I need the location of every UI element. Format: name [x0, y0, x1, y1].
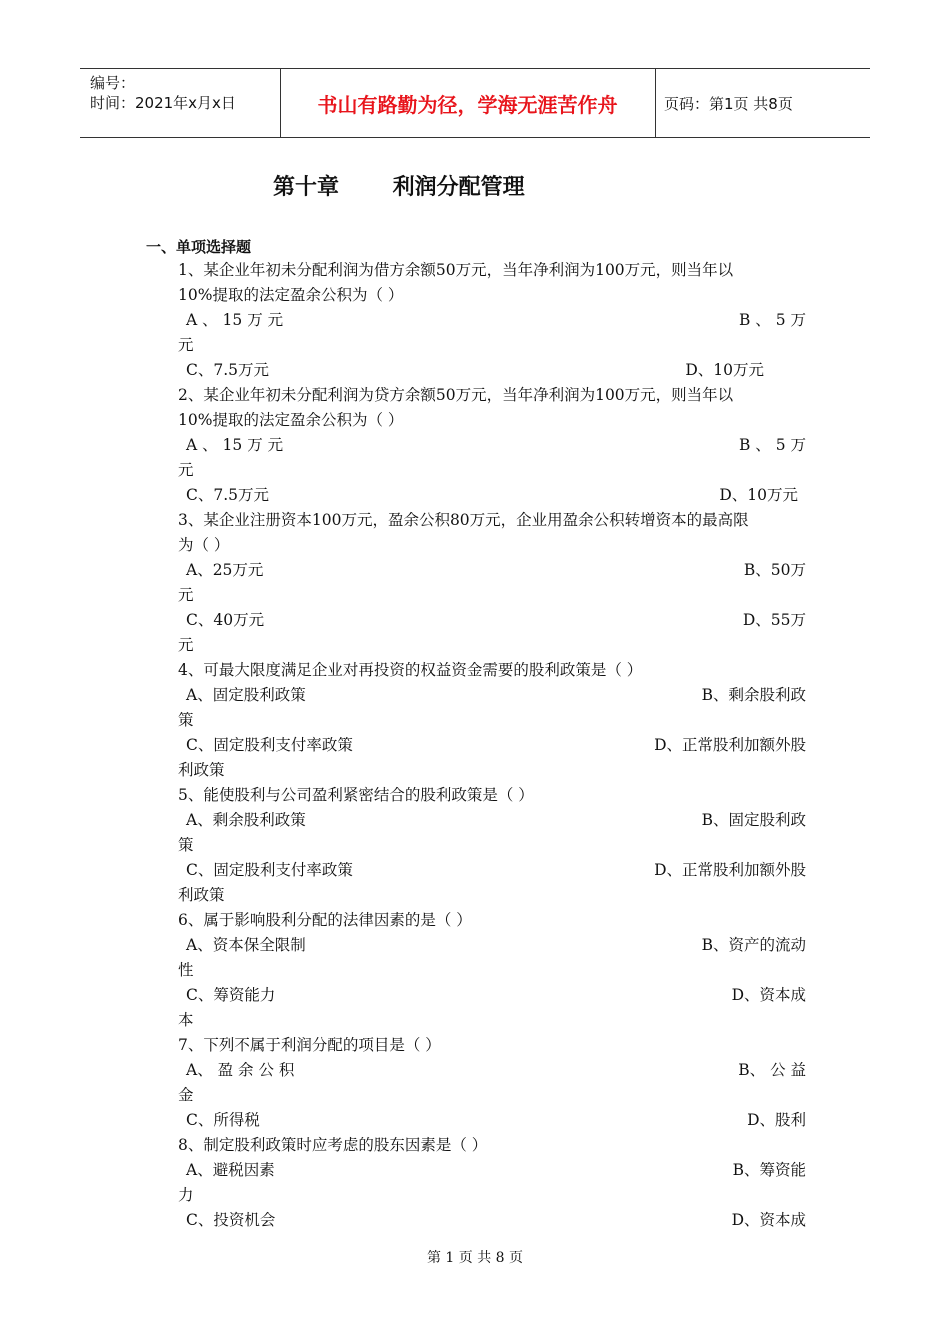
option-c: C、7.5万元 — [186, 486, 270, 504]
option-row — [178, 858, 806, 883]
option-d-wrap: 本 — [178, 1011, 194, 1029]
option-row — [178, 483, 806, 508]
option-row — [178, 308, 806, 333]
option-a: A、 盈 余 公 积 — [186, 1061, 295, 1079]
option-wrap — [178, 958, 806, 983]
option-c: C、所得税 — [186, 1111, 260, 1129]
option-a: A 、 15 万 元 — [186, 311, 284, 329]
option-a: A、避税因素 — [186, 1161, 275, 1179]
question-text: 2、某企业年初未分配利润为贷方余额50万元，当年净利润为100万元，则当年以 — [178, 386, 734, 404]
question-text: 为（ ） — [178, 536, 230, 554]
option-b-wrap: 金 — [178, 1086, 194, 1104]
option-a: A 、 15 万 元 — [186, 436, 284, 454]
option-row — [178, 608, 806, 633]
option-row — [178, 1108, 806, 1133]
option-row — [178, 1158, 806, 1183]
option-b: B、资产的流动 — [701, 936, 806, 954]
question-text: 10%提取的法定盈余公积为（ ） — [178, 286, 404, 304]
option-d: D、10万元 — [685, 361, 764, 379]
question-text: 7、下列不属于利润分配的项目是（ ） — [178, 1036, 441, 1054]
option-a: A、剩余股利政策 — [186, 811, 306, 829]
question-stem — [178, 533, 806, 558]
number-label: 编号： — [90, 74, 136, 92]
option-d-wrap: 元 — [178, 636, 194, 654]
option-d: D、资本成 — [731, 1211, 806, 1229]
question-stem — [178, 508, 806, 533]
question-text: 10%提取的法定盈余公积为（ ） — [178, 411, 404, 429]
question-stem — [178, 1133, 806, 1158]
option-wrap — [178, 1008, 806, 1033]
option-c: C、固定股利支付率政策 — [186, 861, 353, 879]
option-b: B、50万 — [743, 561, 806, 579]
question-text: 1、某企业年初未分配利润为借方余额50万元，当年净利润为100万元，则当年以 — [178, 261, 734, 279]
option-b-wrap: 元 — [178, 461, 194, 479]
date-label: 时间：2021年x月x日 — [90, 94, 236, 112]
question-stem — [178, 258, 806, 283]
option-b-wrap: 性 — [178, 961, 194, 979]
option-b-wrap: 元 — [178, 586, 194, 604]
question-stem — [178, 908, 806, 933]
section-heading: 一、单项选择题 — [146, 238, 252, 256]
option-b-wrap: 策 — [178, 836, 194, 854]
question-text: 5、能使股利与公司盈利紧密结合的股利政策是（ ） — [178, 786, 534, 804]
option-c: C、7.5万元 — [186, 361, 270, 379]
option-c: C、投资机会 — [186, 1211, 276, 1229]
question-text: 3、某企业注册资本100万元，盈余公积80万元，企业用盈余公积转增资本的最高限 — [178, 511, 749, 529]
question-stem — [178, 1033, 806, 1058]
option-b: B、剩余股利政 — [701, 686, 806, 704]
option-wrap — [178, 758, 806, 783]
option-d: D、正常股利加额外股 — [654, 736, 806, 754]
option-b: B 、 5 万 — [738, 436, 806, 454]
question-stem — [178, 283, 806, 308]
header-meta — [90, 73, 236, 113]
option-row — [178, 683, 806, 708]
option-b-wrap: 策 — [178, 711, 194, 729]
option-wrap — [178, 333, 806, 358]
question-stem — [178, 783, 806, 808]
page-header — [80, 68, 870, 138]
option-wrap — [178, 583, 806, 608]
option-d-wrap: 利政策 — [178, 886, 225, 904]
option-wrap — [178, 883, 806, 908]
option-b: B、筹资能 — [732, 1161, 806, 1179]
option-a: A、25万元 — [186, 561, 264, 579]
option-b-wrap: 元 — [178, 336, 194, 354]
option-c: C、筹资能力 — [186, 986, 276, 1004]
motto: 书山有路勤为径，学海无涯苦作舟 — [317, 93, 618, 117]
option-a: A、资本保全限制 — [186, 936, 306, 954]
option-wrap — [178, 1183, 806, 1208]
option-row — [178, 808, 806, 833]
option-row — [178, 358, 806, 383]
option-wrap — [178, 633, 806, 658]
option-b: B、固定股利政 — [701, 811, 806, 829]
option-row — [178, 933, 806, 958]
option-d: D、资本成 — [731, 986, 806, 1004]
question-text: 8、制定股利政策时应考虑的股东因素是（ ） — [178, 1136, 488, 1154]
option-wrap — [178, 458, 806, 483]
question-stem — [178, 658, 806, 683]
option-row — [178, 1208, 806, 1233]
question-stem — [178, 408, 806, 433]
option-row — [178, 983, 806, 1008]
option-row — [178, 433, 806, 458]
option-d: D、股利 — [747, 1111, 806, 1129]
option-d-wrap: 利政策 — [178, 761, 225, 779]
option-b: B、 公 益 — [738, 1061, 806, 1079]
option-d: D、55万 — [742, 611, 806, 629]
header-divider — [655, 69, 656, 137]
page-info: 页码：第1页 共8页 — [664, 95, 793, 113]
option-a: A、固定股利政策 — [186, 686, 306, 704]
option-wrap — [178, 708, 806, 733]
option-wrap — [178, 1083, 806, 1108]
page-footer: 第 1 页 共 8 页 — [426, 1250, 524, 1266]
option-wrap — [178, 833, 806, 858]
option-c: C、40万元 — [186, 611, 265, 629]
option-row — [178, 1058, 806, 1083]
option-b: B 、 5 万 — [738, 311, 806, 329]
option-c: C、固定股利支付率政策 — [186, 736, 353, 754]
question-stem — [178, 383, 806, 408]
question-list — [178, 258, 806, 1233]
question-text: 4、可最大限度满足企业对再投资的权益资金需要的股利政策是（ ） — [178, 661, 643, 679]
option-row — [178, 733, 806, 758]
option-b-wrap: 力 — [178, 1186, 194, 1204]
option-d: D、10万元 — [719, 486, 798, 504]
option-row — [178, 558, 806, 583]
option-d: D、正常股利加额外股 — [654, 861, 806, 879]
chapter-title: 第十章 利润分配管理 — [273, 175, 525, 200]
question-text: 6、属于影响股利分配的法律因素的是（ ） — [178, 911, 472, 929]
